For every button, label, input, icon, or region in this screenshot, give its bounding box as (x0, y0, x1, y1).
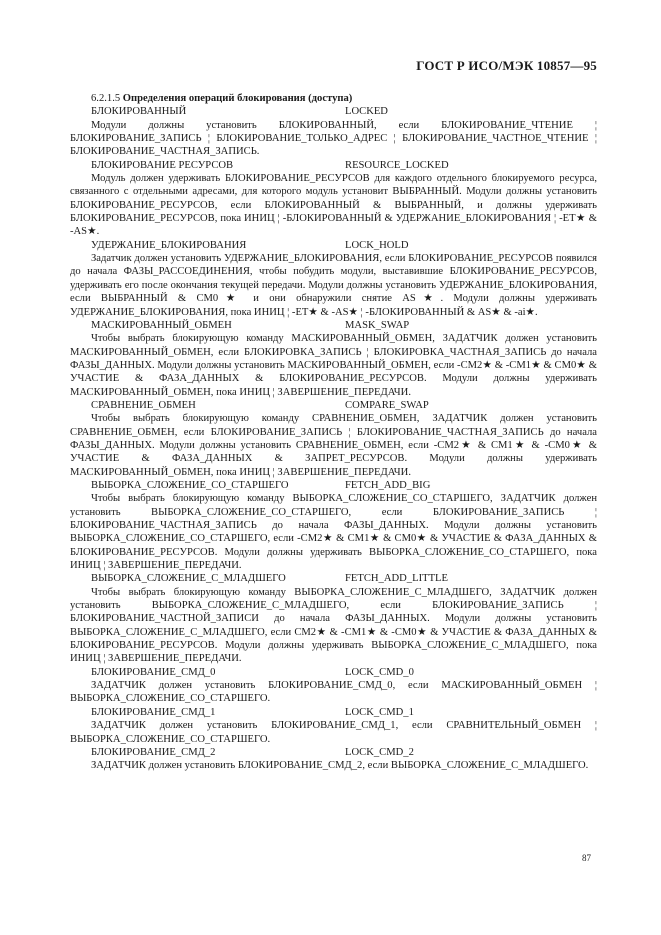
term-en: LOCKED (345, 106, 388, 118)
term-definition: ЗАДАТЧИК должен установить БЛОКИРОВАНИЕ_СМД_1, если СРАВНИТЕЛЬНЫЙ_ОБМЕН ¦ ВЫБОРКА_СЛОЖЕНИЕ_СО_СТАРШЕГО. (70, 720, 597, 745)
term-row (70, 319, 597, 332)
term-ru: БЛОКИРОВАНИЕ_СМД_2 (91, 746, 216, 758)
term-ru: ВЫБОРКА_СЛОЖЕНИЕ_С_МЛАДШЕГО (91, 573, 286, 585)
term-definition: ЗАДАТЧИК должен установить БЛОКИРОВАНИЕ_СМД_2, если ВЫБОРКА_СЛОЖЕНИЕ_С_МЛАДШЕГО. (91, 760, 589, 772)
term-en: FETCH_ADD_LITTLE (345, 573, 448, 585)
section-heading (70, 92, 597, 105)
term-row (70, 159, 597, 172)
section-title: Определения операций блокирования (доступа) (122, 93, 353, 104)
term-row (70, 399, 597, 412)
document-body (70, 92, 597, 773)
term-row (70, 666, 597, 679)
term-ru: БЛОКИРОВАНИЕ_СМД_0 (91, 666, 216, 678)
term-en: MASK_SWAP (345, 319, 410, 331)
term-ru: ВЫБОРКА_СЛОЖЕНИЕ_СО_СТАРШЕГО (91, 479, 289, 491)
term-definition: Модули должны установить БЛОКИРОВАННЫЙ, если БЛОКИРОВАНИЕ_ЧТЕНИЕ ¦ БЛОКИРОВАНИЕ_ЗАПИСЬ ¦ БЛОКИРОВАНИЕ_ТОЛЬКО_АДРЕС ¦ БЛОКИРОВАНИЕ_ЧАСТНОЕ_ЧТЕНИЕ ¦ БЛОКИРОВАНИЕ_ЧАСТНАЯ_ЗАПИСЬ. (70, 119, 597, 158)
term-ru: БЛОКИРОВАНИЕ РЕСУРСОВ (91, 159, 234, 171)
term-definition: Задатчик должен установить УДЕРЖАНИЕ_БЛОКИРОВАНИЯ, если БЛОКИРОВАНИЕ_РЕСУРСОВ появился до начала ФАЗЫ_РАССОЕДИНЕНИЯ, чтобы побудить модули, выставившие БЛОКИРОВАНИЕ_РЕСУРСОВ, удерживать его после окончания текущей передачи. Модули должны установить УДЕРЖАНИЕ_БЛОКИРОВАНИЯ, если ВЫБРАННЫЙ & СМ0★ и они обнаружили снятие AS★. Модули должны удерживать УДЕРЖАНИЕ_БЛОКИРОВАНИЯ, пока ИНИЦ ¦ -ЕТ★ & -AS★ ¦ -БЛОКИРОВАННЫЙ & AS★ & -ai★. (70, 253, 597, 318)
term-ru: БЛОКИРОВАННЫЙ (91, 106, 187, 118)
term-row (70, 105, 597, 118)
term-ru: УДЕРЖАНИЕ_БЛОКИРОВАНИЯ (91, 239, 247, 251)
term-definition: ЗАДАТЧИК должен установить БЛОКИРОВАНИЕ_СМД_0, если МАСКИРОВАННЫЙ_ОБМЕН ¦ ВЫБОРКА_СЛОЖЕНИЕ_СО_СТАРШЕГО. (70, 680, 597, 705)
term-en: LOCK_CMD_0 (345, 666, 414, 678)
section-number: 6.2.1.5 (91, 93, 121, 104)
term-definition: Чтобы выбрать блокирующую команду ВЫБОРКА_СЛОЖЕНИЕ_СО_СТАРШЕГО, ЗАДАТЧИК должен установить ВЫБОРКА_СЛОЖЕНИЕ_СО_СТАРШЕГО, если БЛОКИРОВАНИЕ_ЗАПИСЬ ¦ БЛОКИРОВАНИЕ_ЧАСТНАЯ_ЗАПИСЬ до начала ФАЗЫ_ДАННЫХ. Модули должны установить ВЫБОРКА_СЛОЖЕНИЕ_СО_СТАРШЕГО, если -СМ2★ & СМ1★ & СМ0★ & УЧАСТИЕ & ФАЗА_ДАННЫХ & БЛОКИРОВАНИЕ_РЕСУРСОВ. Модули должны удерживать ВЫБОРКА_СЛОЖЕНИЕ_СО_СТАРШЕГО, пока ИНИЦ ¦ ЗАВЕРШЕНИЕ_ПЕРЕДАЧИ. (70, 493, 597, 572)
document-header: ГОСТ Р ИСО/МЭК 10857—95 (416, 58, 597, 73)
term-en: LOCK_CMD_1 (345, 706, 414, 718)
term-en: LOCK_HOLD (345, 239, 409, 251)
term-row (70, 572, 597, 585)
term-ru: МАСКИРОВАННЫЙ_ОБМЕН (91, 319, 232, 331)
term-en: LOCK_CMD_2 (345, 746, 414, 758)
term-row (70, 746, 597, 759)
term-en: FETCH_ADD_BIG (345, 479, 431, 491)
term-en: COMPARE_SWAP (345, 399, 429, 411)
term-definition: Модуль должен удерживать БЛОКИРОВАНИЕ_РЕСУРСОВ для каждого отдельного блокируемого ресурса, связанного с отдельными адресами, для которого модуль установит ВЫБРАННЫЙ. Модули должны установить БЛОКИРОВАНИЕ_РЕСУРСОВ, если БЛОКИРОВАННЫЙ & ВЫБРАННЫЙ, и должны удерживать БЛОКИРОВАНИЕ_РЕСУРСОВ, пока ИНИЦ ¦ -БЛОКИРОВАННЫЙ & УДЕРЖАНИЕ_БЛОКИРОВАНИЯ ¦ -ЕТ★ & -AS★. (70, 173, 597, 238)
page-number: 87 (582, 853, 591, 863)
term-definition: Чтобы выбрать блокирующую команду СРАВНЕНИЕ_ОБМЕН, ЗАДАТЧИК должен установить СРАВНЕНИЕ_ОБМЕН, если БЛОКИРОВАНИЕ_ЗАПИСЬ ¦ БЛОКИРОВАНИЕ_ЧАСТНАЯ_ЗАПИСЬ до начала ФАЗЫ_ДАННЫХ. Модули должны установить СРАВНЕНИЕ_ОБМЕН, если -СМ2★ & СМ1★ & -СМ0★ & УЧАСТИЕ & ФАЗА_ДАННЫХ & ЗАПРЕТ_РЕСУРСОВ. Модули должны удерживать МАСКИРОВАННЫЙ_ОБМЕН, пока ИНИЦ ¦ ЗАВЕРШЕНИЕ_ПЕРЕДАЧИ. (70, 413, 597, 478)
term-row (70, 239, 597, 252)
term-ru: БЛОКИРОВАНИЕ_СМД_1 (91, 706, 216, 718)
term-definition: Чтобы выбрать блокирующую команду МАСКИРОВАННЫЙ_ОБМЕН, ЗАДАТЧИК должен установить МАСКИРОВАННЫЙ_ОБМЕН, если БЛОКИРОВКА_ЗАПИСЬ ¦ БЛОКИРОВКА_ЧАСТНАЯ_ЗАПИСЬ до начала ФАЗЫ_ДАННЫХ. Модули должны установить МАСКИРОВАННЫЙ_ОБМЕН, если -СМ2★ & -СМ1★ & СМ0★ & УЧАСТИЕ & ФАЗА_ДАННЫХ & БЛОКИРОВАНИЕ_РЕСУРСОВ. Модули должны удерживать МАСКИРОВАННЫЙ_ОБМЕН, пока ИНИЦ ¦ ЗАВЕРШЕНИЕ_ПЕРЕДАЧИ. (70, 333, 597, 398)
term-en: RESOURCE_LOCKED (345, 159, 449, 171)
term-row (70, 706, 597, 719)
term-ru: СРАВНЕНИЕ_ОБМЕН (91, 399, 196, 411)
term-definition: Чтобы выбрать блокирующую команду ВЫБОРКА_СЛОЖЕНИЕ_С_МЛАДШЕГО, ЗАДАТЧИК должен установить ВЫБОРКА_СЛОЖЕНИЕ_С_МЛАДШЕГО, если БЛОКИРОВАНИЕ_ЗАПИСЬ ¦ БЛОКИРОВАНИЕ_ЧАСТНОЙ_ЗАПИСИ до начала ФАЗЫ_ДАННЫХ. Модули должны установить ВЫБОРКА_СЛОЖЕНИЕ_С_МЛАДШЕГО, если СМ2★ & -СМ1★ & -СМ0★ & УЧАСТИЕ & ФАЗА_ДАННЫХ & БЛОКИРОВАНИЕ_РЕСУРСОВ. Модули должны удерживать ВЫБОРКА_СЛОЖЕНИЕ_С_МЛАДШЕГО, пока ИНИЦ ¦ ЗАВЕРШЕНИЕ_ПЕРЕДАЧИ. (70, 586, 597, 665)
term-row (70, 479, 597, 492)
